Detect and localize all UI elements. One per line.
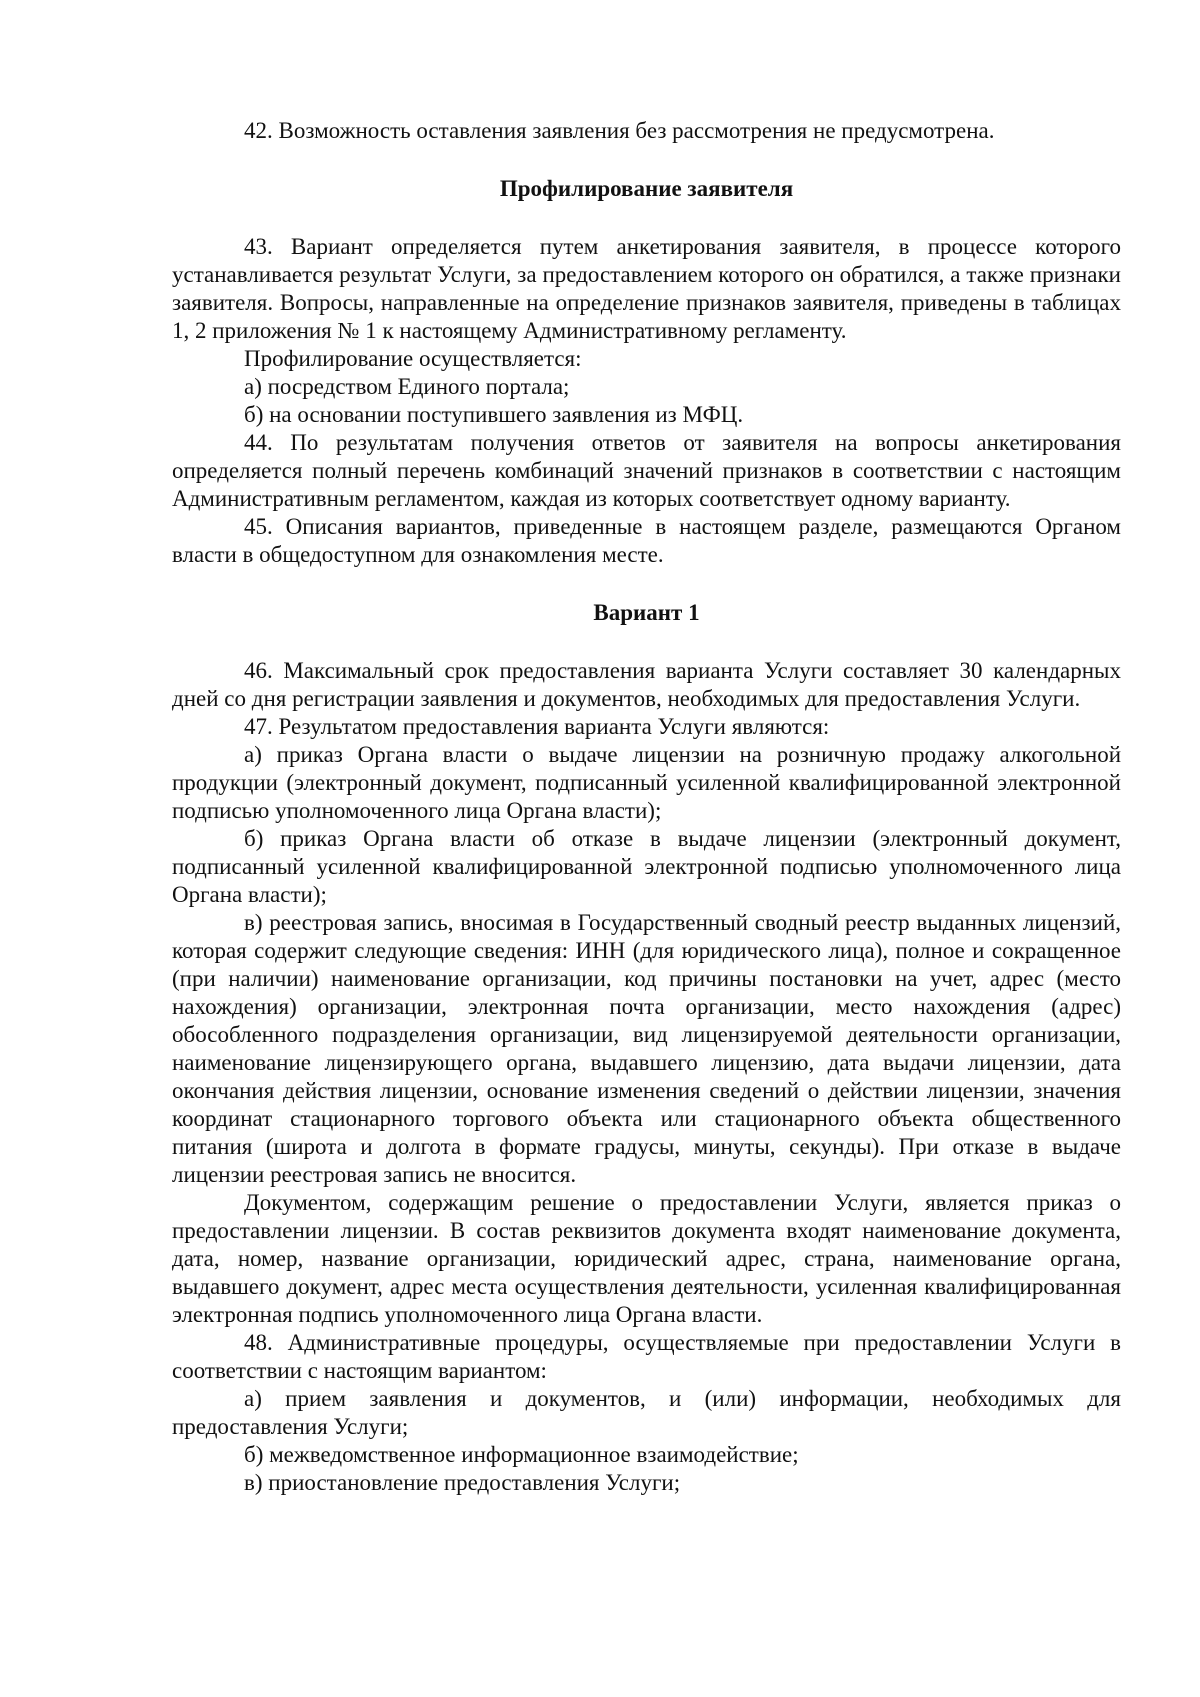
paragraph-43-profiling: Профилирование осуществляется: xyxy=(244,346,582,371)
paragraph-42: 42. Возможность оставления заявления без рассмотрения не предусмотрена. xyxy=(244,118,995,143)
paragraph-43: 43. Вариант определяется путем анкетирования заявителя, в процессе которого устанавливается результат Услуги, за предоставлением которого он обратился, а также признаки заявителя. Вопросы, направленные на определение признаков заявителя, приведены в таблицах 1, 2 приложения № 1 к настоящему Административному регламенту. xyxy=(172,234,1121,343)
heading-profiling: Профилирование заявителя xyxy=(499,176,794,201)
paragraph-47: 47. Результатом предоставления варианта Услуги являются: xyxy=(244,714,830,739)
paragraph-43-a: а) посредством Единого портала; xyxy=(244,374,570,399)
document-page xyxy=(172,117,1121,1497)
paragraph-47-c: в) реестровая запись, вносимая в Государственный сводный реестр выданных лицензий, которая содержит следующие сведения: ИНН (для юридического лица), полное и сокращенное (при наличии) наименование организации, код причины постановки на учет, адрес (место нахождения) организации, электронная почта организации, место нахождения (адрес) обособленного подразделения организации, вид лицензируемой деятельности организации, наименование лицензирующего органа, выдавшего лицензию, дата выдачи лицензии, дата окончания действия лицензии, основание изменения сведений о действии лицензии, значения координат стационарного торгового объекта или стационарного объекта общественного питания (широта и долгота в формате градусы, минуты, секунды). При отказе в выдаче лицензии реестровая запись не вносится. xyxy=(172,910,1121,1187)
paragraph-47-a: а) приказ Органа власти о выдаче лицензии на розничную продажу алкогольной продукции (электронный документ, подписанный усиленной квалифицированной электронной подписью уполномоченного лица Органа власти); xyxy=(172,742,1121,823)
paragraph-48-b: б) межведомственное информационное взаимодействие; xyxy=(244,1442,799,1467)
heading-variant-1: Вариант 1 xyxy=(593,600,700,625)
paragraph-48: 48. Административные процедуры, осуществляемые при предоставлении Услуги в соответствии с настоящим вариантом: xyxy=(172,1330,1121,1383)
paragraph-48-c: в) приостановление предоставления Услуги; xyxy=(244,1470,681,1495)
paragraph-45: 45. Описания вариантов, приведенные в настоящем разделе, размещаются Органом власти в общедоступном для ознакомления месте. xyxy=(172,514,1121,567)
paragraph-48-a: а) прием заявления и документов, и (или) информации, необходимых для предоставления Услуги; xyxy=(172,1386,1121,1439)
paragraph-47-document: Документом, содержащим решение о предоставлении Услуги, является приказ о предоставлении лицензии. В состав реквизитов документа входят наименование документа, дата, номер, название организации, юридический адрес, страна, наименование органа, выдавшего документ, адрес места осуществления деятельности, усиленная квалифицированная электронная подпись уполномоченного лица Органа власти. xyxy=(172,1190,1121,1327)
paragraph-44: 44. По результатам получения ответов от заявителя на вопросы анкетирования определяется полный перечень комбинаций значений признаков в соответствии с настоящим Административным регламентом, каждая из которых соответствует одному варианту. xyxy=(172,430,1121,511)
paragraph-43-b: б) на основании поступившего заявления из МФЦ. xyxy=(244,402,744,427)
paragraph-47-b: б) приказ Органа власти об отказе в выдаче лицензии (электронный документ, подписанный усиленной квалифицированной электронной подписью уполномоченного лица Органа власти); xyxy=(172,826,1121,907)
paragraph-46: 46. Максимальный срок предоставления варианта Услуги составляет 30 календарных дней со дня регистрации заявления и документов, необходимых для предоставления Услуги. xyxy=(172,658,1121,711)
